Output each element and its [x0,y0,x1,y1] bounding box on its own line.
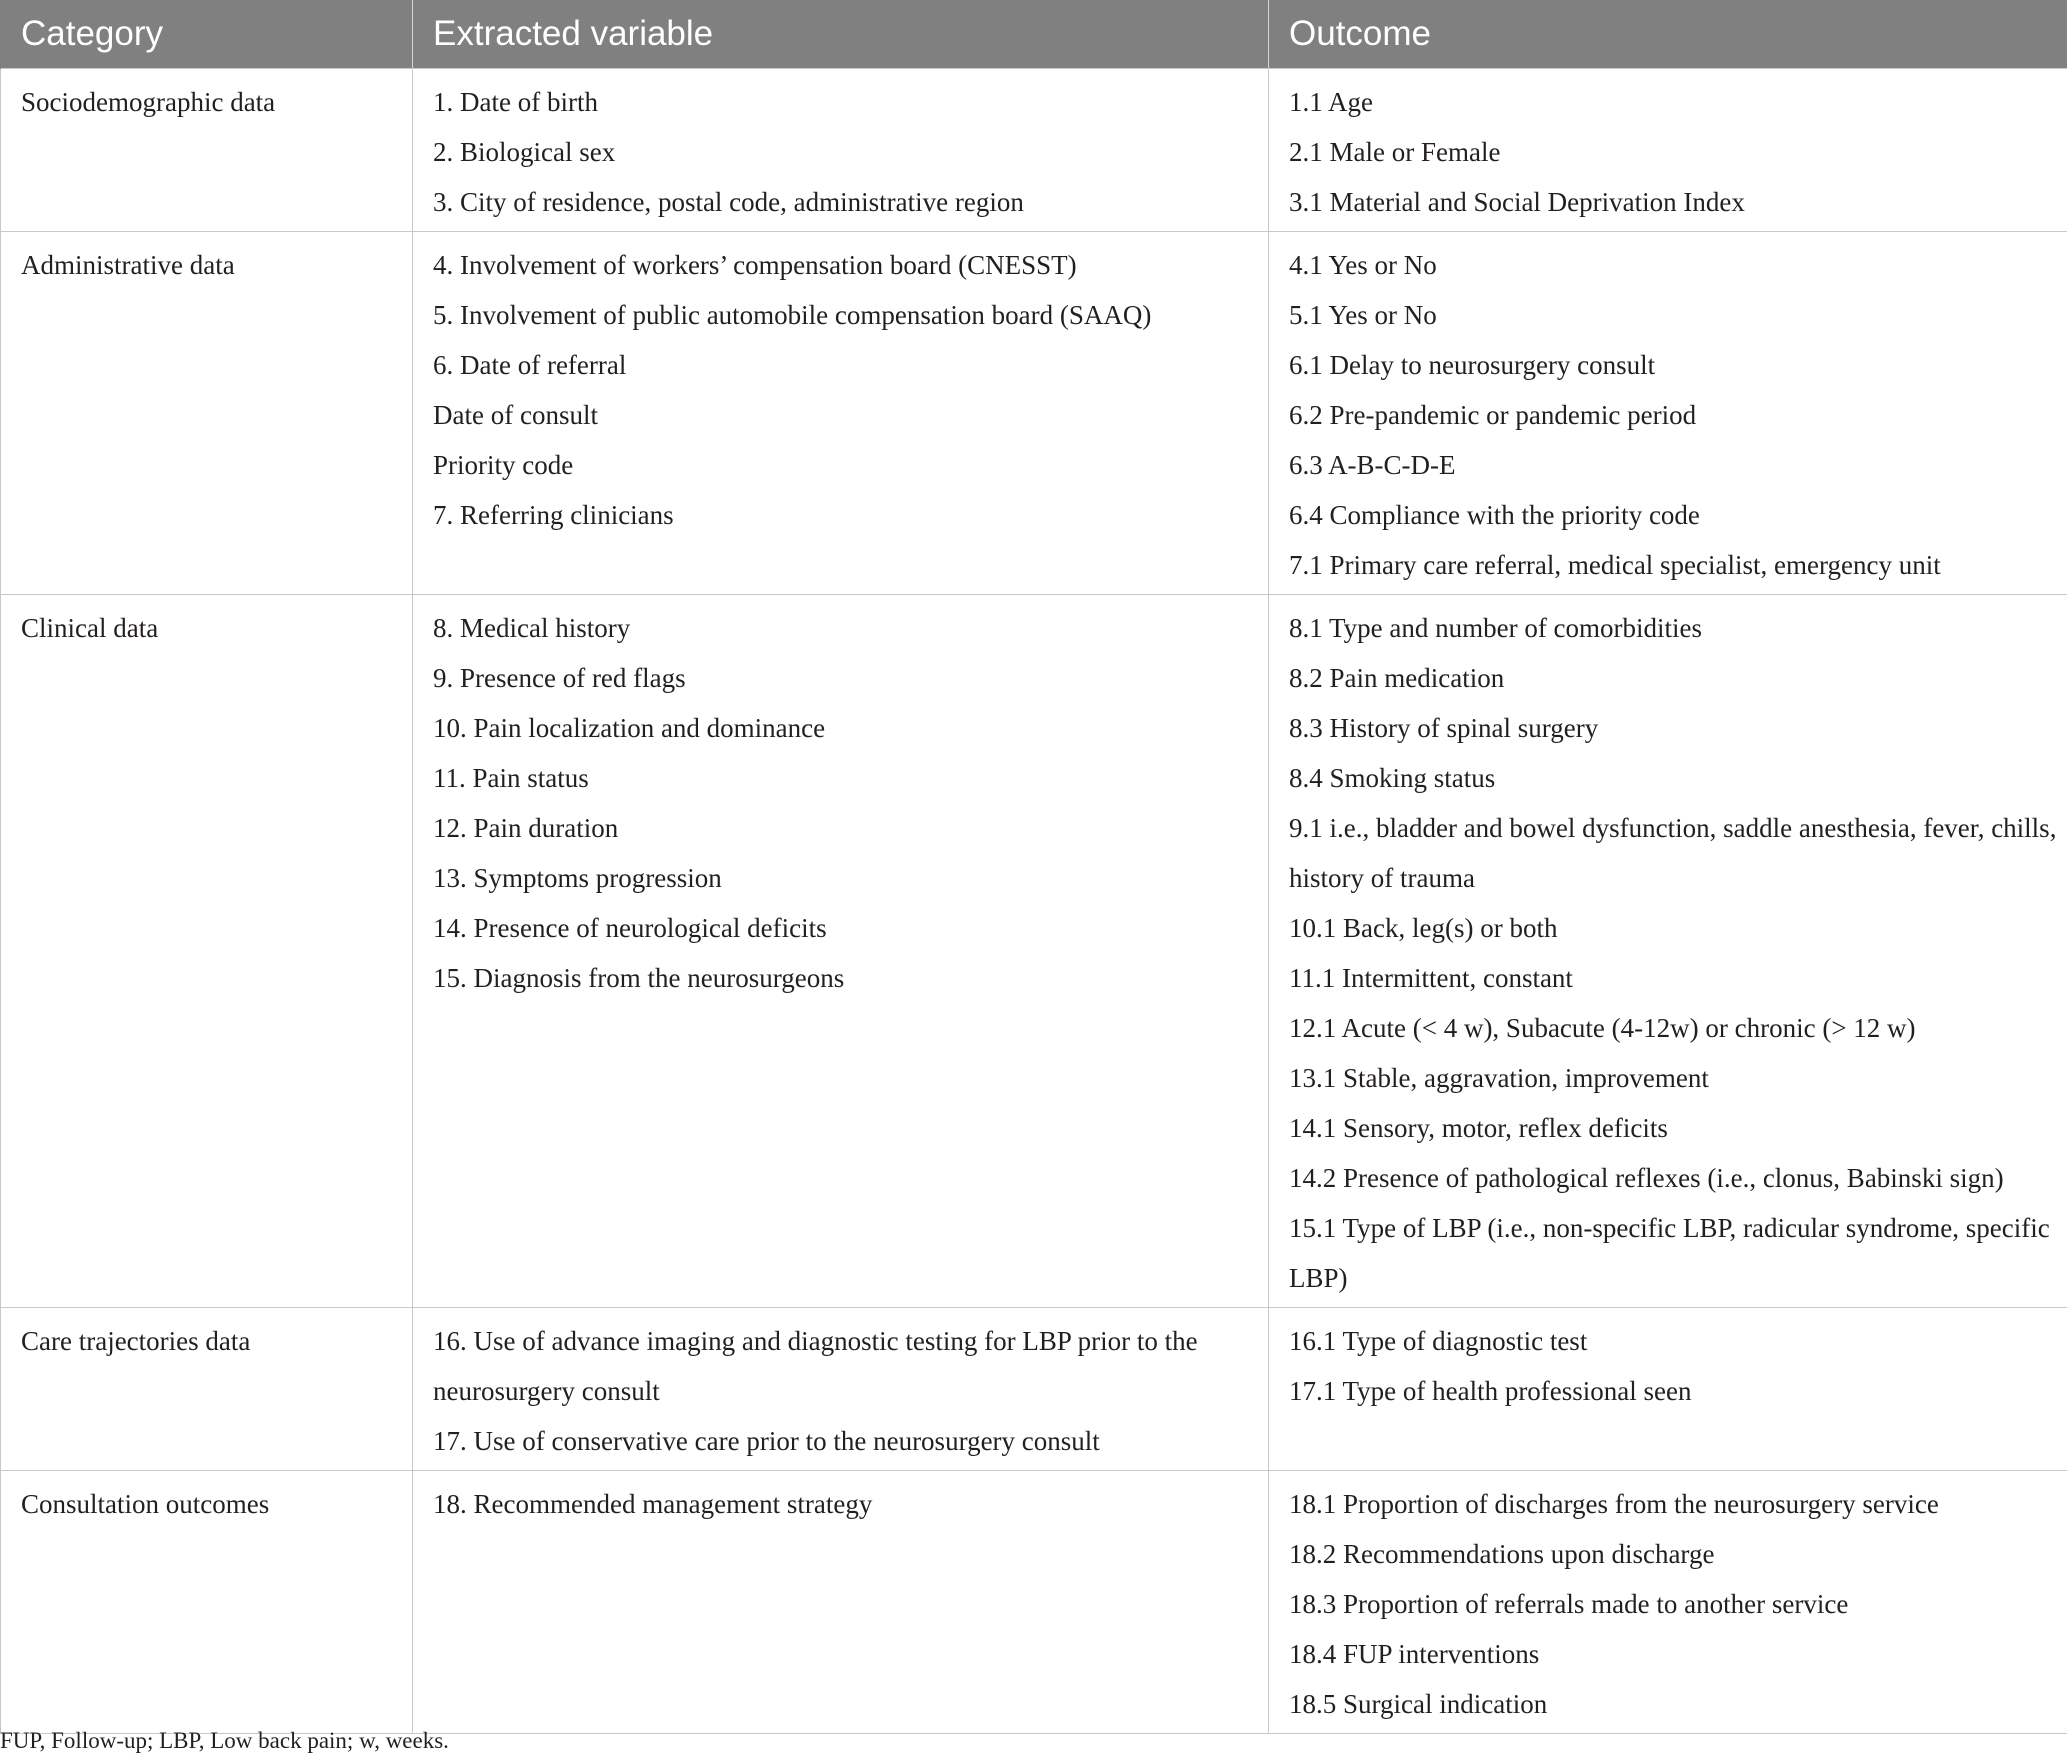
variable-item: 12. Pain duration [433,812,619,843]
outcome-item: 8.4 Smoking status [1289,762,1496,793]
outcomes-cell [1269,231,2067,594]
category-cell [1,68,413,231]
category-label: Sociodemographic data [21,86,276,117]
outcome-item: 5.1 Yes or No [1289,299,1437,330]
outcome-item: 6.4 Compliance with the priority code [1289,499,1700,530]
table-row [1,68,2067,231]
outcome-item: 4.1 Yes or No [1289,249,1437,280]
outcome-item: 10.1 Back, leg(s) or both [1289,912,1558,943]
category-cell [1,1307,413,1470]
outcome-item: 8.3 History of spinal surgery [1289,712,1599,743]
variable-item: 3. City of residence, postal code, administrative region [433,186,1024,217]
outcomes-cell [1269,594,2067,1307]
variable-item: 1. Date of birth [433,86,598,117]
variable-item: 4. Involvement of workers’ compensation board (CNESST) [433,249,1077,280]
variables-cell [413,231,1269,594]
outcome-item: 6.3 A-B-C-D-E [1289,449,1456,480]
variable-item: 8. Medical history [433,612,631,643]
outcome-item: 11.1 Intermittent, constant [1289,962,1573,993]
outcome-item: 6.2 Pre-pandemic or pandemic period [1289,399,1697,430]
outcome-item: 16.1 Type of diagnostic test [1289,1325,1588,1356]
category-cell [1,594,413,1307]
outcome-item: 7.1 Primary care referral, medical specialist, emergency unit [1289,549,1941,580]
outcome-item: 9.1 i.e., bladder and bowel dysfunction, saddle anesthesia, fever, chills, history of trauma [1289,812,2057,893]
variable-item: 11. Pain status [433,762,589,793]
header-outcome: Outcome [1269,0,2067,68]
outcome-item: 3.1 Material and Social Deprivation Index [1289,186,1745,217]
variable-item: 2. Biological sex [433,136,616,167]
variables-cell [413,1307,1269,1470]
header-row [1,0,2067,68]
outcomes-cell [1269,1307,2067,1470]
category-label: Administrative data [21,249,235,280]
variables-cell [413,1470,1269,1733]
variable-item: 6. Date of referral [433,349,627,380]
variable-item: 9. Presence of red flags [433,662,686,693]
table-footnote: FUP, Follow-up; LBP, Low back pain; w, weeks. [0,1728,449,1753]
category-cell [1,1470,413,1733]
category-label: Consultation outcomes [21,1488,270,1519]
header-category: Category [1,0,413,68]
variable-item: 13. Symptoms progression [433,862,722,893]
variable-item: 16. Use of advance imaging and diagnostic testing for LBP prior to the neurosurgery consult [433,1325,1198,1406]
table-row [1,1470,2067,1733]
variable-item: 7. Referring clinicians [433,499,674,530]
table-row [1,594,2067,1307]
header-extracted-variable: Extracted variable [413,0,1269,68]
table-row [1,1307,2067,1470]
variable-item: 5. Involvement of public automobile compensation board (SAAQ) [433,299,1152,330]
outcome-item: 13.1 Stable, aggravation, improvement [1289,1062,1709,1093]
variable-item: 10. Pain localization and dominance [433,712,826,743]
outcome-item: 18.2 Recommendations upon discharge [1289,1538,1715,1569]
variable-item: 17. Use of conservative care prior to the neurosurgery consult [433,1425,1100,1456]
variables-cell [413,594,1269,1307]
outcome-item: 1.1 Age [1289,86,1373,117]
outcome-item: 2.1 Male or Female [1289,136,1501,167]
outcome-item: 18.4 FUP interventions [1289,1638,1540,1669]
variable-item: Date of consult [433,399,598,430]
category-cell [1,231,413,594]
outcomes-cell [1269,68,2067,231]
outcome-item: 8.1 Type and number of comorbidities [1289,612,1703,643]
variable-item: 18. Recommended management strategy [433,1488,873,1519]
variable-item: 15. Diagnosis from the neurosurgeons [433,962,845,993]
outcomes-cell [1269,1470,2067,1733]
outcome-item: 14.1 Sensory, motor, reflex deficits [1289,1112,1668,1143]
table-body [1,68,2067,1733]
table-row [1,231,2067,594]
outcome-item: 6.1 Delay to neurosurgery consult [1289,349,1656,380]
outcome-item: 8.2 Pain medication [1289,662,1505,693]
outcome-item: 15.1 Type of LBP (i.e., non-specific LBP, radicular syndrome, specific LBP) [1289,1212,2050,1293]
outcome-item: 17.1 Type of health professional seen [1289,1375,1692,1406]
outcome-item: 18.3 Proportion of referrals made to another service [1289,1588,1849,1619]
outcome-item: 12.1 Acute (< 4 w), Subacute (4-12w) or chronic (> 12 w) [1289,1012,1916,1043]
category-label: Clinical data [21,612,159,643]
table-header [1,0,2067,68]
variable-item: 14. Presence of neurological deficits [433,912,827,943]
outcome-item: 18.1 Proportion of discharges from the neurosurgery service [1289,1488,1939,1519]
category-label: Care trajectories data [21,1325,251,1356]
variables-cell [413,68,1269,231]
outcome-item: 18.5 Surgical indication [1289,1688,1548,1719]
variable-item: Priority code [433,449,574,480]
outcome-item: 14.2 Presence of pathological reflexes (i.e., clonus, Babinski sign) [1289,1162,2004,1193]
